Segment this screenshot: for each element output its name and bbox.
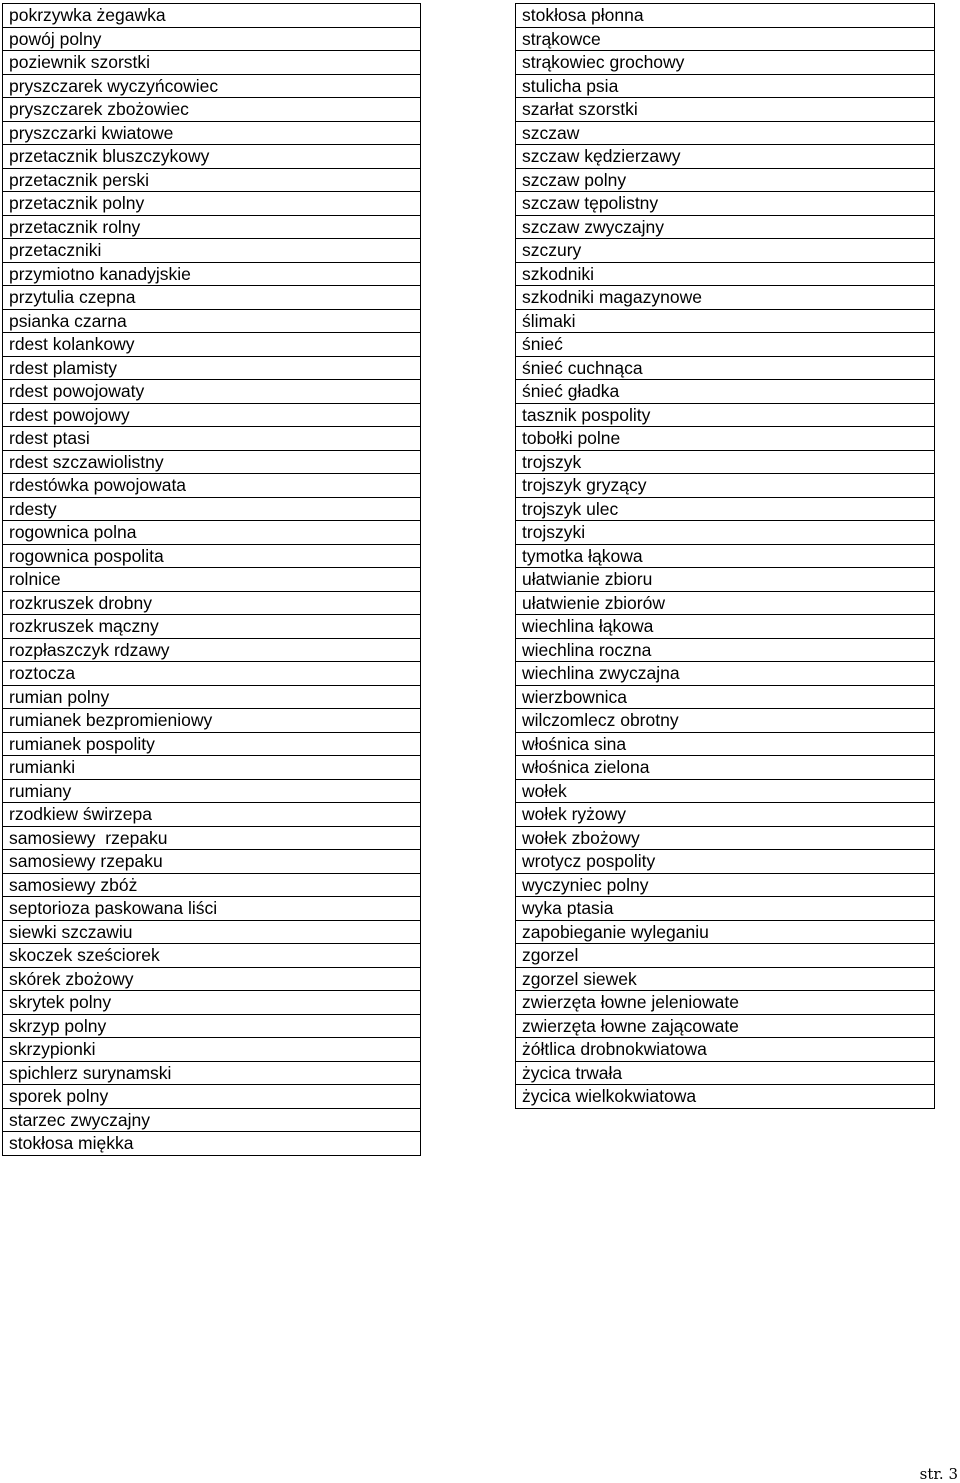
right-column-cell: szarłat szorstki <box>516 98 935 122</box>
left-column-cell: roztocza <box>3 662 421 686</box>
left-column-body <box>3 4 421 1156</box>
page-number: str. 3 <box>919 1465 958 1483</box>
right-column-row <box>516 380 935 404</box>
left-column-row <box>3 403 421 427</box>
right-column-row <box>516 474 935 498</box>
right-column-cell: wrotycz pospolity <box>516 850 935 874</box>
left-column-cell: siewki szczawiu <box>3 920 421 944</box>
left-column-cell: samosiewy rzepaku <box>3 850 421 874</box>
left-column-cell: rdest kolankowy <box>3 333 421 357</box>
left-column-cell: pryszczarek wyczyńcowiec <box>3 74 421 98</box>
right-column-cell: strąkowiec grochowy <box>516 51 935 75</box>
left-column-cell: poziewnik szorstki <box>3 51 421 75</box>
right-column-cell: trojszyk gryzący <box>516 474 935 498</box>
left-column-cell: skoczek sześciorek <box>3 944 421 968</box>
right-column-row <box>516 168 935 192</box>
right-column-cell: trojszyk <box>516 450 935 474</box>
left-column-cell: rzodkiew świrzepa <box>3 803 421 827</box>
left-column-cell: rdest ptasi <box>3 427 421 451</box>
right-column-cell: tobołki polne <box>516 427 935 451</box>
right-column-row <box>516 756 935 780</box>
left-column-cell: starzec zwyczajny <box>3 1108 421 1132</box>
right-column-row <box>516 521 935 545</box>
left-column-cell: psianka czarna <box>3 309 421 333</box>
right-column-row <box>516 1014 935 1038</box>
left-column-row <box>3 591 421 615</box>
right-column-row <box>516 450 935 474</box>
right-column-cell: śnieć cuchnąca <box>516 356 935 380</box>
right-column-cell: włośnica zielona <box>516 756 935 780</box>
left-column-row <box>3 638 421 662</box>
left-column-cell: sporek polny <box>3 1085 421 1109</box>
right-column-row <box>516 850 935 874</box>
left-column-row <box>3 215 421 239</box>
right-column-cell: szczury <box>516 239 935 263</box>
left-column-cell: skrzypionki <box>3 1038 421 1062</box>
right-column-cell: wilczomlecz obrotny <box>516 709 935 733</box>
right-column-body <box>516 4 935 1109</box>
left-column-row <box>3 1038 421 1062</box>
right-column-cell: strąkowce <box>516 27 935 51</box>
right-column-cell: szczaw kędzierzawy <box>516 145 935 169</box>
left-column-cell: samosiewy rzepaku <box>3 826 421 850</box>
left-column-row <box>3 920 421 944</box>
right-column-cell: wierzbownica <box>516 685 935 709</box>
left-column-row <box>3 685 421 709</box>
left-column-cell: septorioza paskowana liści <box>3 897 421 921</box>
right-column-cell: wyczyniec polny <box>516 873 935 897</box>
left-column-cell: skórek zbożowy <box>3 967 421 991</box>
left-column-cell: przetacznik polny <box>3 192 421 216</box>
right-column-cell: wołek zbożowy <box>516 826 935 850</box>
left-column-row <box>3 4 421 28</box>
left-column-row <box>3 568 421 592</box>
left-column-cell: rozkruszek mączny <box>3 615 421 639</box>
right-column-row <box>516 309 935 333</box>
left-column-row <box>3 1085 421 1109</box>
right-column-row <box>516 779 935 803</box>
left-column-cell: przetaczniki <box>3 239 421 263</box>
left-column-cell: rumianek bezpromieniowy <box>3 709 421 733</box>
left-column-row <box>3 239 421 263</box>
left-column-cell: spichlerz surynamski <box>3 1061 421 1085</box>
right-column-cell: stulicha psia <box>516 74 935 98</box>
left-column-row <box>3 98 421 122</box>
right-column-row <box>516 873 935 897</box>
left-column-row <box>3 51 421 75</box>
right-column-cell: zgorzel <box>516 944 935 968</box>
right-column-row <box>516 638 935 662</box>
right-column-row <box>516 286 935 310</box>
right-column-cell: wołek ryżowy <box>516 803 935 827</box>
left-column-cell: samosiewy zbóż <box>3 873 421 897</box>
left-column-table <box>2 3 421 1156</box>
left-column-cell: rozkruszek drobny <box>3 591 421 615</box>
left-column-cell: rdesty <box>3 497 421 521</box>
left-column-row <box>3 662 421 686</box>
right-column-row <box>516 427 935 451</box>
right-column-row <box>516 333 935 357</box>
left-column-row <box>3 732 421 756</box>
right-column-row <box>516 732 935 756</box>
left-column-cell: przetacznik rolny <box>3 215 421 239</box>
right-column-row <box>516 591 935 615</box>
left-column-row <box>3 145 421 169</box>
right-column-row <box>516 897 935 921</box>
right-column-cell: włośnica sina <box>516 732 935 756</box>
left-column-row <box>3 380 421 404</box>
right-column-cell: żółtlica drobnokwiatowa <box>516 1038 935 1062</box>
left-column-cell: rozpłaszczyk rdzawy <box>3 638 421 662</box>
left-column-cell: skrytek polny <box>3 991 421 1015</box>
left-column-row <box>3 826 421 850</box>
right-column-cell: stokłosa płonna <box>516 4 935 28</box>
right-column-cell: trojszyki <box>516 521 935 545</box>
left-column-row <box>3 544 421 568</box>
left-column-cell: przymiotno kanadyjskie <box>3 262 421 286</box>
left-column-cell: przetacznik perski <box>3 168 421 192</box>
right-column-cell: ułatwienie zbiorów <box>516 591 935 615</box>
left-column-row <box>3 450 421 474</box>
right-column-row <box>516 51 935 75</box>
left-column-row <box>3 944 421 968</box>
right-column-cell: tymotka łąkowa <box>516 544 935 568</box>
left-column-cell: rumian polny <box>3 685 421 709</box>
right-column-cell: zgorzel siewek <box>516 967 935 991</box>
left-column-cell: pokrzywka żegawka <box>3 4 421 28</box>
right-column-cell: życica trwała <box>516 1061 935 1085</box>
left-column-row <box>3 756 421 780</box>
right-column-cell: życica wielkokwiatowa <box>516 1085 935 1109</box>
right-column-row <box>516 1038 935 1062</box>
left-column-cell: rumianki <box>3 756 421 780</box>
right-column-row <box>516 944 935 968</box>
right-column-row <box>516 1085 935 1109</box>
left-column-row <box>3 333 421 357</box>
left-column-cell: rogownica pospolita <box>3 544 421 568</box>
left-column-row <box>3 991 421 1015</box>
left-column-row <box>3 1108 421 1132</box>
right-column-cell: wiechlina łąkowa <box>516 615 935 639</box>
left-column-row <box>3 1132 421 1156</box>
right-column-row <box>516 991 935 1015</box>
left-column-cell: pryszczarek zbożowiec <box>3 98 421 122</box>
left-column-row <box>3 873 421 897</box>
left-column-row <box>3 74 421 98</box>
left-column-cell: rumiany <box>3 779 421 803</box>
right-column-row <box>516 685 935 709</box>
left-column-cell: pryszczarki kwiatowe <box>3 121 421 145</box>
left-column-row <box>3 262 421 286</box>
left-column-row <box>3 779 421 803</box>
right-column-cell: szkodniki magazynowe <box>516 286 935 310</box>
right-column-row <box>516 262 935 286</box>
right-column-row <box>516 215 935 239</box>
right-column-cell: wiechlina roczna <box>516 638 935 662</box>
right-column-row <box>516 74 935 98</box>
left-column-cell: stokłosa miękka <box>3 1132 421 1156</box>
right-column-row <box>516 356 935 380</box>
right-column-row <box>516 27 935 51</box>
right-column-cell: wiechlina zwyczajna <box>516 662 935 686</box>
right-column-cell: ślimaki <box>516 309 935 333</box>
right-column-row <box>516 239 935 263</box>
left-column-cell: rdest plamisty <box>3 356 421 380</box>
left-column-cell: rdest szczawiolistny <box>3 450 421 474</box>
left-column-row <box>3 615 421 639</box>
left-column-row <box>3 897 421 921</box>
right-column-row <box>516 826 935 850</box>
left-column-row <box>3 1014 421 1038</box>
right-column-row <box>516 568 935 592</box>
left-column-row <box>3 709 421 733</box>
left-column-cell: rumianek pospolity <box>3 732 421 756</box>
left-column-row <box>3 967 421 991</box>
left-column-cell: rdest powojowaty <box>3 380 421 404</box>
right-column-cell: zwierzęta łowne jeleniowate <box>516 991 935 1015</box>
right-column-row <box>516 709 935 733</box>
left-column-row <box>3 309 421 333</box>
right-column-row <box>516 121 935 145</box>
right-column-cell: wyka ptasia <box>516 897 935 921</box>
left-column-row <box>3 1061 421 1085</box>
left-column-row <box>3 27 421 51</box>
right-column-cell: zapobieganie wyleganiu <box>516 920 935 944</box>
left-column-cell: rdestówka powojowata <box>3 474 421 498</box>
right-column-row <box>516 403 935 427</box>
left-column-row <box>3 168 421 192</box>
right-column-row <box>516 920 935 944</box>
right-column-row <box>516 662 935 686</box>
right-column-cell: szczaw zwyczajny <box>516 215 935 239</box>
right-column-row <box>516 1061 935 1085</box>
left-column-row <box>3 474 421 498</box>
left-column-cell: powój polny <box>3 27 421 51</box>
right-column-row <box>516 544 935 568</box>
left-column-cell: rdest powojowy <box>3 403 421 427</box>
right-column-row <box>516 615 935 639</box>
left-column-cell: przetacznik bluszczykowy <box>3 145 421 169</box>
right-column-row <box>516 803 935 827</box>
left-column-row <box>3 356 421 380</box>
right-column-cell: trojszyk ulec <box>516 497 935 521</box>
right-column-row <box>516 967 935 991</box>
right-column-cell: ułatwianie zbioru <box>516 568 935 592</box>
right-column-cell: wołek <box>516 779 935 803</box>
left-column-row <box>3 497 421 521</box>
right-column-cell: zwierzęta łowne zającowate <box>516 1014 935 1038</box>
left-column-row <box>3 286 421 310</box>
right-column-cell: szkodniki <box>516 262 935 286</box>
right-column-table <box>515 3 935 1109</box>
right-column-cell: szczaw polny <box>516 168 935 192</box>
left-column-cell: przytulia czepna <box>3 286 421 310</box>
left-column-row <box>3 121 421 145</box>
right-column-row <box>516 4 935 28</box>
right-column-row <box>516 145 935 169</box>
left-column-row <box>3 850 421 874</box>
right-column-cell: tasznik pospolity <box>516 403 935 427</box>
left-column-cell: skrzyp polny <box>3 1014 421 1038</box>
left-column-cell: rogownica polna <box>3 521 421 545</box>
right-column-row <box>516 192 935 216</box>
right-column-cell: śnieć <box>516 333 935 357</box>
left-column-row <box>3 427 421 451</box>
right-column-cell: szczaw <box>516 121 935 145</box>
left-column-row <box>3 521 421 545</box>
right-column-row <box>516 497 935 521</box>
left-column-row <box>3 803 421 827</box>
right-column-cell: szczaw tępolistny <box>516 192 935 216</box>
left-column-cell: rolnice <box>3 568 421 592</box>
right-column-cell: śnieć gładka <box>516 380 935 404</box>
left-column-row <box>3 192 421 216</box>
right-column-row <box>516 98 935 122</box>
